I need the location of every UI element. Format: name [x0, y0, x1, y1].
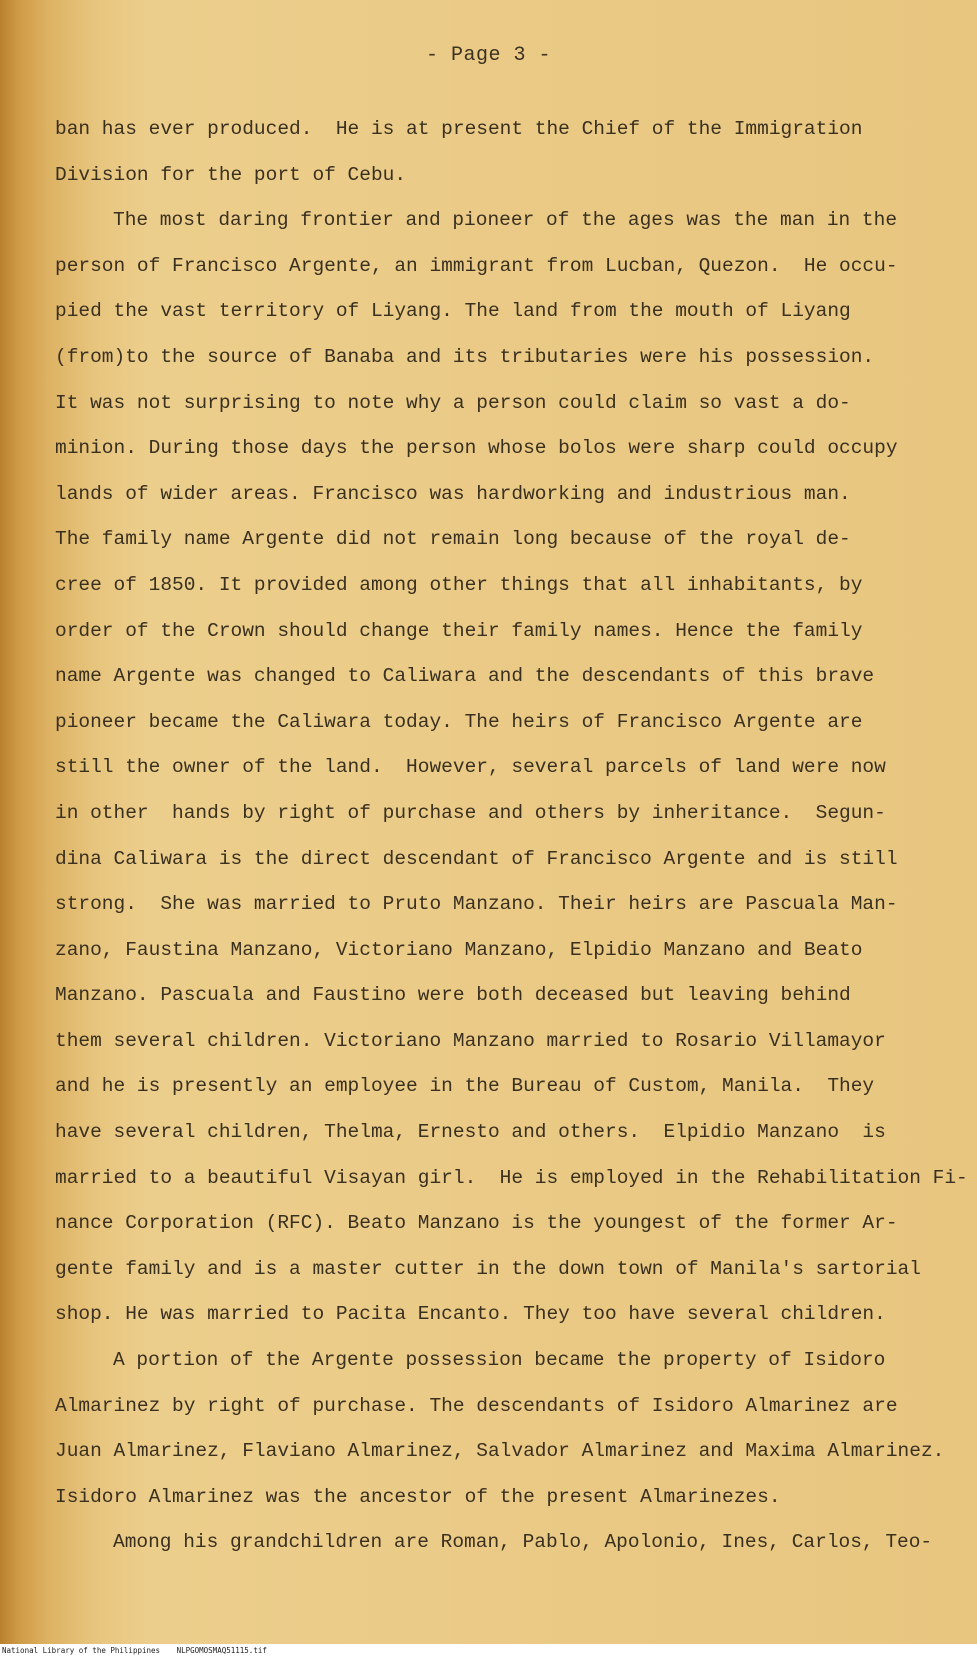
- text-line: Isidoro Almarinez was the ancestor of the present Almarinezes.: [55, 1485, 781, 1508]
- text-line: in other hands by right of purchase and others by inheritance. Segun-: [55, 801, 886, 824]
- text-line: It was not surprising to note why a person could claim so vast a do-: [55, 391, 851, 414]
- text-line: person of Francisco Argente, an immigrant from Lucban, Quezon. He occu-: [55, 254, 898, 277]
- scan-footer: [0, 1644, 977, 1658]
- text-line: still the owner of the land. However, several parcels of land were now: [55, 756, 886, 779]
- text-line: and he is presently an employee in the Bureau of Custom, Manila. They: [55, 1075, 875, 1098]
- text-line: gente family and is a master cutter in the down town of Manila's sartorial: [55, 1257, 921, 1280]
- page-number-header: - Page 3 -: [425, 44, 552, 67]
- footer-library: National Library of the Philippines: [2, 1646, 161, 1655]
- text-line: shop. He was married to Pacita Encanto. They too have several children.: [55, 1303, 886, 1326]
- text-line: The most daring frontier and pioneer of the ages was the man in the: [113, 209, 898, 232]
- text-line: dina Caliwara is the direct descendant of Francisco Argente and is still: [55, 847, 898, 870]
- text-line: Manzano. Pascuala and Faustino were both deceased but leaving behind: [55, 984, 851, 1007]
- text-line: minion. During those days the person whose bolos were sharp could occupy: [55, 437, 898, 460]
- footer-file-id: NLPGOMOSMAQ51115.tif: [176, 1646, 267, 1655]
- text-line: married to a beautiful Visayan girl. He is employed in the Rehabilitation Fi-: [55, 1166, 968, 1189]
- text-line: ban has ever produced. He is at present the Chief of the Immigration: [55, 118, 863, 140]
- text-line: Juan Almarinez, Flaviano Almarinez, Salvador Almarinez and Maxima Almarinez.: [55, 1440, 945, 1463]
- text-line: have several children, Thelma, Ernesto and others. Elpidio Manzano is: [55, 1121, 886, 1144]
- text-line: name Argente was changed to Caliwara and the descendants of this brave: [55, 665, 875, 688]
- text-line: A portion of the Argente possession became the property of Isidoro: [113, 1349, 886, 1372]
- text-line: pioneer became the Caliwara today. The heirs of Francisco Argente are: [55, 710, 863, 733]
- text-line: (from)to the source of Banaba and its tributaries were his possession.: [55, 345, 875, 368]
- text-line: zano, Faustina Manzano, Victoriano Manzano, Elpidio Manzano and Beato: [55, 938, 863, 961]
- document-body: [55, 107, 968, 1566]
- text-line: cree of 1850. It provided among other things that all inhabitants, by: [55, 573, 863, 596]
- text-line: Almarinez by right of purchase. The descendants of Isidoro Almarinez are: [55, 1394, 898, 1417]
- text-line: lands of wider areas. Francisco was hardworking and industrious man.: [55, 482, 851, 505]
- text-line: Among his grandchildren are Roman, Pablo, Apolonio, Ines, Carlos, Teo-: [113, 1531, 933, 1554]
- text-line: them several children. Victoriano Manzano married to Rosario Villamayor: [55, 1029, 886, 1052]
- text-line: strong. She was married to Pruto Manzano. Their heirs are Pascuala Man-: [55, 893, 898, 916]
- text-line: The family name Argente did not remain long because of the royal de-: [55, 528, 851, 551]
- text-line: Division for the port of Cebu.: [55, 163, 407, 186]
- text-line: nance Corporation (RFC). Beato Manzano is the youngest of the former Ar-: [55, 1212, 898, 1235]
- text-line: order of the Crown should change their family names. Hence the family: [55, 619, 863, 642]
- text-line: pied the vast territory of Liyang. The land from the mouth of Liyang: [55, 300, 851, 323]
